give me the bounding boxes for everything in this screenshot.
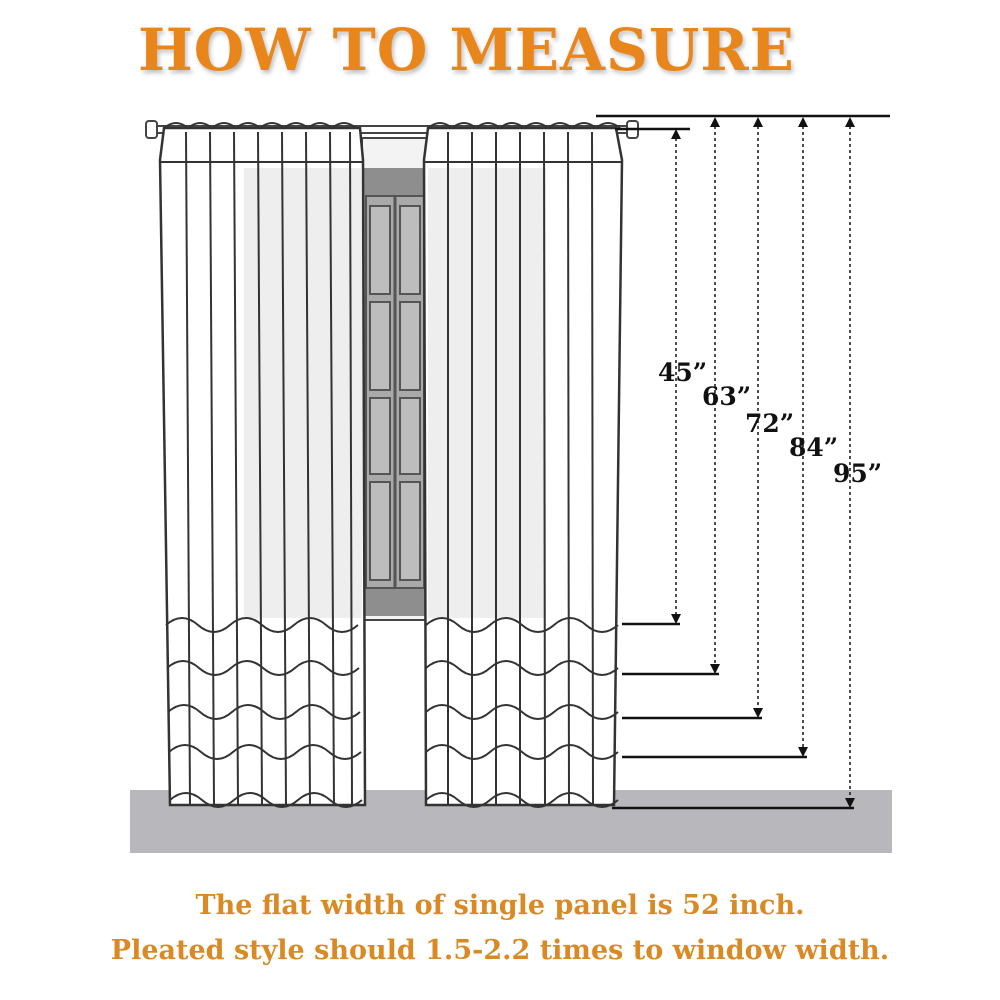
measure-label-45: 45” (658, 358, 708, 387)
measure-line-72 (622, 117, 794, 718)
caption-panel-width: The flat width of single panel is 52 inch. (195, 890, 805, 921)
measure-line-95 (612, 117, 882, 808)
measure-label-72: 72” (745, 409, 795, 438)
right-curtain-panel (424, 123, 622, 807)
measure-line-45 (622, 129, 707, 624)
top-reference-lines (596, 116, 890, 129)
window (362, 138, 428, 620)
left-curtain-panel (160, 123, 365, 807)
caption-pleated-style: Pleated style should 1.5-2.2 times to window width. (110, 935, 890, 966)
measure-line-84 (622, 117, 838, 757)
measure-label-84: 84” (789, 433, 839, 462)
page-title: HOW TO MEASURE (138, 16, 795, 84)
measure-label-95: 95” (833, 459, 883, 488)
measure-line-63 (622, 117, 751, 674)
measure-label-63: 63” (702, 382, 752, 411)
